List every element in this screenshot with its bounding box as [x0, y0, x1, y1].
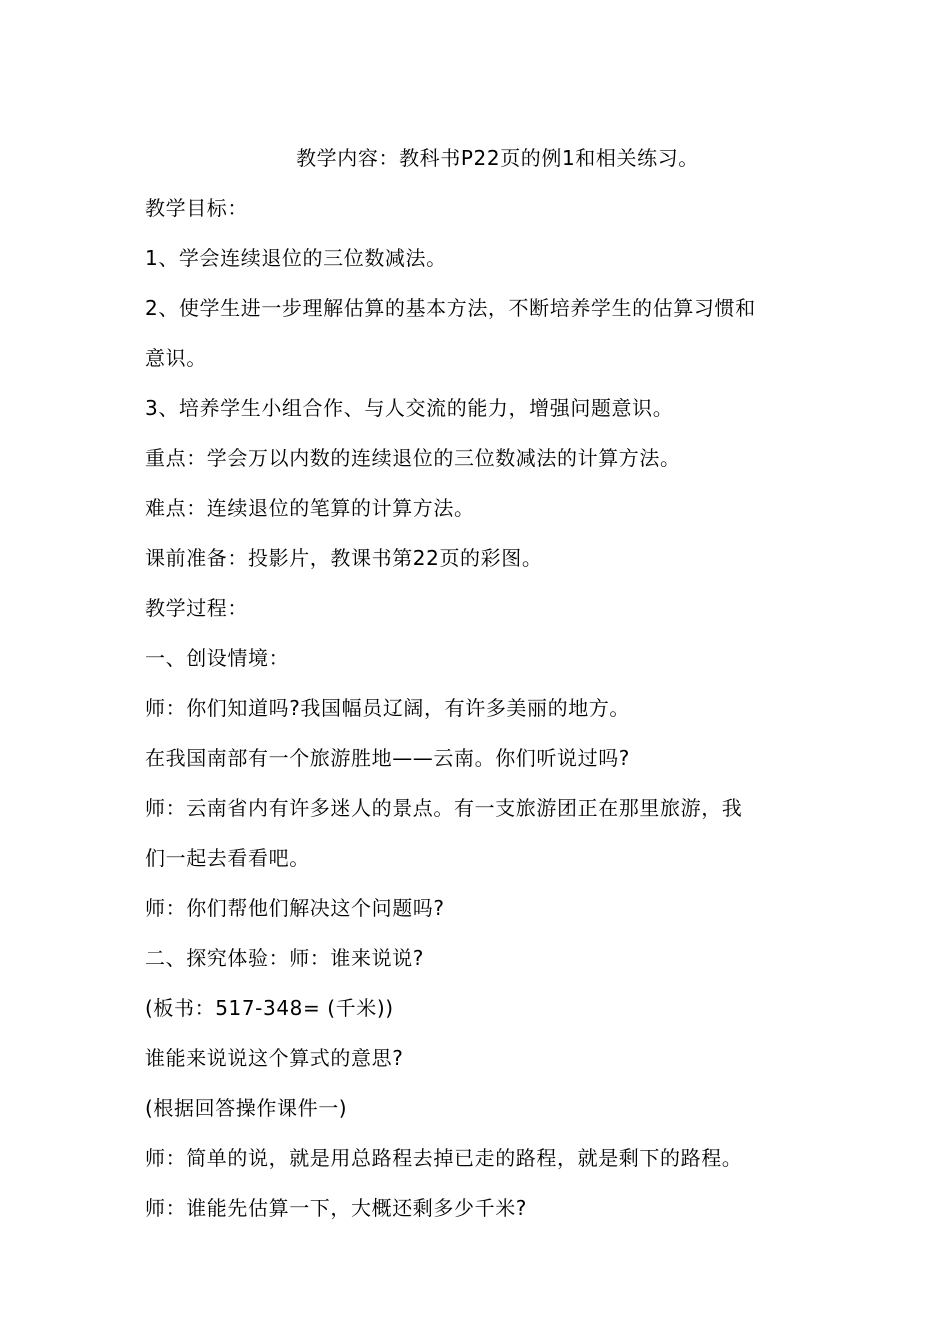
dialogue-line: 师：你们帮他们解决这个问题吗? [145, 896, 445, 920]
dialogue-line: 在我国南部有一个旅游胜地——云南。你们听说过吗? [145, 746, 631, 770]
lesson-content-heading: 教学内容：教科书P22页的例1和相关练习。 [296, 146, 699, 170]
dialogue-line: 师：谁能先估算一下，大概还剩多少千米? [145, 1196, 528, 1220]
courseware-note: (根据回答操作课件一) [145, 1096, 348, 1120]
board-note: (板书：517-348= (千米)) [145, 996, 394, 1020]
section-1-heading: 一、创设情境： [145, 646, 290, 670]
goal-3: 3、培养学生小组合作、与人交流的能力，增强问题意识。 [145, 396, 674, 420]
dialogue-line: 们一起去看看吧。 [145, 846, 310, 870]
goal-1: 1、学会连续退位的三位数减法。 [145, 246, 447, 270]
dialogue-line: 师：简单的说，就是用总路程去掉已走的路程，就是剩下的路程。 [145, 1146, 743, 1170]
dialogue-line: 师：你们知道吗?我国幅员辽阔，有许多美丽的地方。 [145, 696, 631, 720]
document-body [145, 133, 810, 1233]
preparation: 课前准备：投影片，教课书第22页的彩图。 [145, 546, 543, 570]
key-point: 重点：学会万以内数的连续退位的三位数减法的计算方法。 [145, 446, 681, 470]
section-2-heading: 二、探究体验：师：谁来说说? [145, 946, 425, 970]
dialogue-line: 师：云南省内有许多迷人的景点。有一支旅游团正在那里旅游，我 [145, 796, 743, 820]
goal-2-line-1: 2、使学生进一步理解估算的基本方法，不断培养学生的估算习惯和 [145, 296, 756, 320]
goal-2-line-2: 意识。 [145, 346, 207, 370]
dialogue-line: 谁能来说说这个算式的意思? [145, 1046, 404, 1070]
teaching-goals-heading: 教学目标： [145, 196, 248, 220]
difficult-point: 难点：连续退位的笔算的计算方法。 [145, 496, 475, 520]
teaching-process-heading: 教学过程： [145, 596, 248, 620]
